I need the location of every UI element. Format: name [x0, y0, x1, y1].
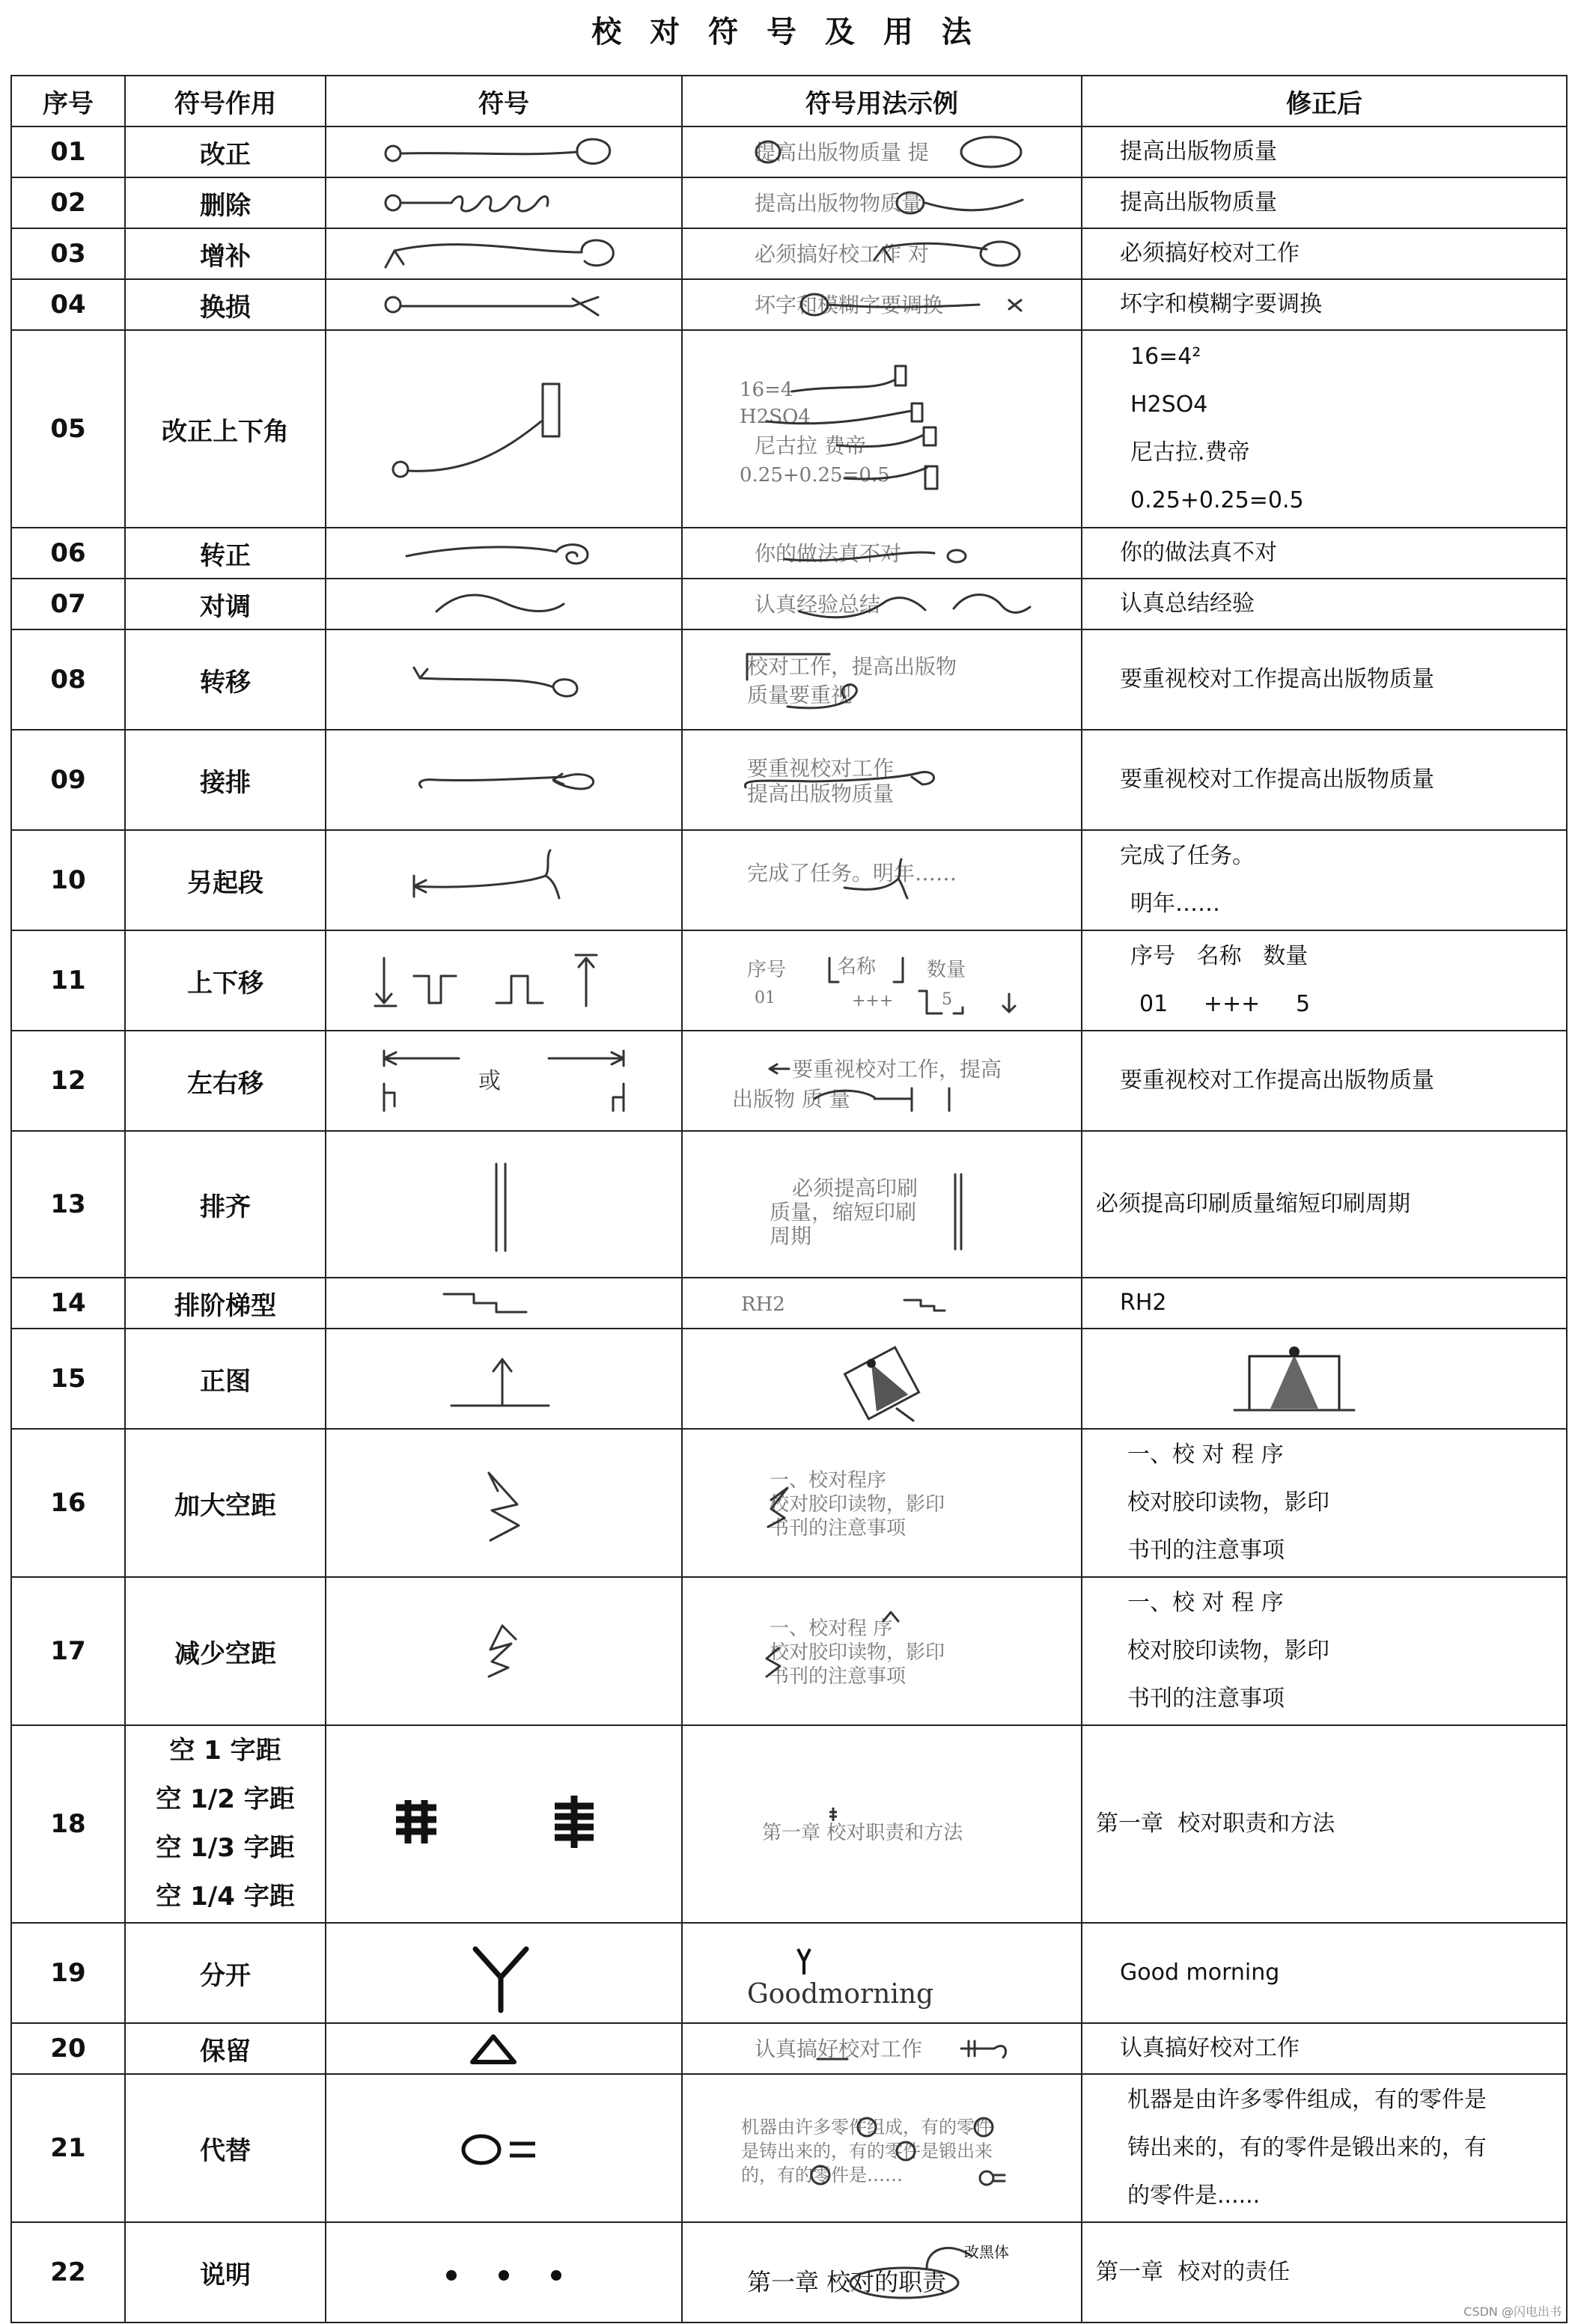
row-function: 对调 — [125, 579, 326, 629]
row-function: 代替 — [125, 2074, 326, 2222]
row-function: 转移 — [125, 629, 326, 730]
row-number: 15 — [11, 1329, 125, 1429]
result-line: 01 +++ 5 — [1139, 991, 1311, 1017]
example-line: 尼古拉 费帝 — [755, 433, 866, 458]
example-text: 坏字和模糊字要调换 — [755, 293, 944, 317]
result-line: 必须搞好校对工作 — [1120, 240, 1300, 266]
table-row — [11, 830, 1567, 930]
result-line: 校对胶印读物，影印 — [1127, 1638, 1329, 1664]
substitute-symbol — [326, 2074, 682, 2222]
example-line: 校对胶印读物，影印 — [770, 1493, 945, 1516]
example-line: 是铸出来的，有的零件是锻出来 — [741, 2141, 993, 2162]
table-row — [11, 2222, 1567, 2323]
tilted-figure-example — [725, 1334, 1039, 1424]
header-function: 符号作用 — [125, 76, 326, 126]
reduce-spacing-symbol — [326, 1577, 682, 1725]
replace-damaged-symbol — [326, 279, 682, 330]
result-line: 第一章 校对职责和方法 — [1096, 1811, 1335, 1837]
result-line: 要重视校对工作提高出版物质量 — [1120, 666, 1434, 692]
row-number: 14 — [11, 1278, 125, 1329]
example-line: 01 — [755, 989, 776, 1007]
table-row — [11, 1429, 1567, 1577]
stair-symbol — [326, 1278, 682, 1329]
row-function: 分开 — [125, 1923, 326, 2023]
row-function: 增补 — [125, 228, 326, 279]
row-function: 转正 — [125, 528, 326, 579]
move-symbol — [326, 629, 682, 730]
result-line: 书刊的注意事项 — [1127, 1537, 1285, 1564]
row-number: 05 — [11, 330, 125, 528]
result-line: 第一章 校对的责任 — [1096, 2259, 1291, 2285]
header-no: 序号 — [11, 76, 125, 126]
table-row — [11, 629, 1567, 730]
row-number: 07 — [11, 579, 125, 629]
row-function: 改正上下角 — [125, 330, 326, 528]
row-function: 改正 — [125, 126, 326, 177]
table-row — [11, 330, 1567, 528]
keep-symbol — [326, 2023, 682, 2074]
row-function: 加大空距 — [125, 1429, 326, 1577]
spacing-symbols — [326, 1725, 682, 1923]
result-line: 明年…… — [1130, 891, 1220, 917]
row-number: 13 — [11, 1131, 125, 1278]
table-row — [11, 730, 1567, 830]
delete-symbol — [326, 177, 682, 228]
row-number: 21 — [11, 2074, 125, 2222]
result-line: 提高出版物质量 — [1120, 138, 1277, 165]
example-line: 0.25+0.25=0.5 — [740, 464, 890, 487]
example-text: RH2 — [741, 1293, 785, 1316]
example-line: 书刊的注意事项 — [770, 1665, 907, 1688]
result-line: 坏字和模糊字要调换 — [1120, 291, 1322, 317]
row-number: 19 — [11, 1923, 125, 2023]
result-line: 序号 名称 数量 — [1130, 943, 1309, 969]
note-symbol — [326, 2222, 682, 2323]
row-function: 接排 — [125, 730, 326, 830]
proofreading-table — [10, 75, 1568, 2323]
result-line: 一、校 对 程 序 — [1127, 1590, 1284, 1616]
header-row — [11, 76, 1567, 126]
row-function: 排阶梯型 — [125, 1278, 326, 1329]
example-line: H2SO4 — [740, 406, 811, 428]
upright-figure-result — [1100, 1334, 1549, 1424]
result-line: 机器是由许多零件组成，有的零件是 — [1127, 2087, 1487, 2113]
align-symbol — [326, 1131, 682, 1278]
result-line: H2SO4 — [1130, 391, 1208, 418]
superscript-symbol — [326, 330, 682, 528]
table-row — [11, 177, 1567, 228]
insert-symbol — [326, 228, 682, 279]
result-line: 书刊的注意事项 — [1127, 1686, 1285, 1712]
example-line: 要重视校对工作，提高 — [792, 1057, 1002, 1082]
table-row — [11, 279, 1567, 330]
move-up-down-symbol — [326, 930, 682, 1031]
example-text: 必须搞好校工作 对 — [755, 242, 929, 266]
result-line: 你的做法真不对 — [1120, 540, 1277, 566]
move-left-right-symbol — [326, 1031, 682, 1131]
run-on-symbol — [326, 730, 682, 830]
table-row — [11, 126, 1567, 177]
example-line: 必须提高印刷 — [792, 1176, 918, 1201]
correct-symbol — [326, 126, 682, 177]
table-row — [11, 228, 1567, 279]
row-function: 空 1/4 字距 — [156, 1882, 295, 1912]
result-line: 0.25+0.25=0.5 — [1130, 487, 1304, 513]
table-row — [11, 1923, 1567, 2023]
example-text: 认真搞好校对工作 — [755, 2037, 923, 2061]
row-function: 正图 — [125, 1329, 326, 1429]
row-function: 左右移 — [125, 1031, 326, 1131]
result-line: 要重视校对工作提高出版物质量 — [1120, 766, 1434, 793]
row-number: 01 — [11, 126, 125, 177]
widen-spacing-symbol — [326, 1429, 682, 1577]
transpose-symbol — [326, 579, 682, 629]
header-example: 符号用法示例 — [682, 76, 1082, 126]
example-line: 校对胶印读物，影印 — [770, 1641, 945, 1664]
example-text: Goodmorning — [747, 1979, 934, 2010]
example-text: 你的做法真不对 — [755, 541, 902, 566]
result-line: 校对胶印读物，影印 — [1127, 1489, 1329, 1516]
row-number: 20 — [11, 2023, 125, 2074]
row-number: 03 — [11, 228, 125, 279]
result-line: 一、校 对 程 序 — [1127, 1442, 1284, 1468]
row-function: 说明 — [125, 2222, 326, 2323]
example-line: 书刊的注意事项 — [770, 1517, 907, 1540]
row-function: 上下移 — [125, 930, 326, 1031]
row-number: 10 — [11, 830, 125, 930]
result-line: 完成了任务。 — [1120, 843, 1255, 869]
result-line: 必须提高印刷质量缩短印刷周期 — [1096, 1191, 1410, 1217]
row-number: 08 — [11, 629, 125, 730]
or-label: 或 — [478, 1068, 501, 1094]
straighten-figure-symbol — [326, 1329, 682, 1429]
table-row — [11, 1031, 1567, 1131]
result-line: 提高出版物质量 — [1120, 189, 1277, 216]
example-text: 提高出版物质量 提 — [755, 140, 929, 165]
example-line: 提高出版物质量 — [747, 781, 895, 806]
table-row — [11, 1131, 1567, 1278]
rotate-symbol — [326, 528, 682, 579]
result-line: 尼古拉.费帝 — [1130, 439, 1250, 466]
example-line: 要重视校对工作 — [747, 756, 895, 781]
note-text: 改黑体 — [964, 2243, 1009, 2261]
result-line: 铸出来的，有的零件是锻出来的，有 — [1127, 2135, 1487, 2161]
result-line: 认真搞好校对工作 — [1120, 2035, 1300, 2061]
example-line: 质量，缩短印刷 — [770, 1200, 917, 1224]
example-text: 第一章 校对职责和方法 — [762, 1822, 963, 1844]
example-line: 校对工作，提高出版物 — [747, 654, 957, 679]
example-text: 完成了任务。明年…… — [747, 861, 957, 885]
example-line: 5 — [942, 990, 952, 1009]
row-number: 22 — [11, 2222, 125, 2323]
example-line: +++ — [852, 992, 894, 1010]
row-function: 删除 — [125, 177, 326, 228]
row-number: 17 — [11, 1577, 125, 1725]
example-line: 质量要重视 — [747, 683, 853, 707]
result-line: 的零件是...... — [1127, 2183, 1261, 2209]
example-text: 提高出版物物质量 — [755, 191, 923, 216]
table-row — [11, 1577, 1567, 1725]
example-line: 机器由许多零件组成，有的零件 — [741, 2117, 993, 2138]
credit: CSDN @闪电出书 — [1463, 2305, 1562, 2319]
table-row — [11, 579, 1567, 629]
example-line: 出版物 质 量 — [732, 1087, 850, 1111]
example-line: 一、校对程 序 — [770, 1617, 893, 1640]
row-function: 换损 — [125, 279, 326, 330]
result-line: RH2 — [1120, 1290, 1167, 1316]
result-line: 认真总结经验 — [1120, 591, 1255, 617]
result-line: 16=4² — [1130, 344, 1201, 370]
row-function: 减少空距 — [125, 1577, 326, 1725]
row-number: 11 — [11, 930, 125, 1031]
example-line: 周期 — [770, 1224, 812, 1248]
row-number: 12 — [11, 1031, 125, 1131]
row-number: 18 — [11, 1725, 125, 1923]
separate-symbol — [326, 1923, 682, 2023]
example-text: 认真经验总结 — [755, 592, 881, 617]
new-paragraph-symbol — [326, 830, 682, 930]
table-row — [11, 1278, 1567, 1329]
result-line: Good morning — [1120, 1959, 1280, 1986]
row-function: 保留 — [125, 2023, 326, 2074]
row-function: 空 1 字距 — [169, 1736, 281, 1766]
row-number: 06 — [11, 528, 125, 579]
table-row — [11, 528, 1567, 579]
table-row — [11, 1725, 1567, 1923]
example-line: 名称 — [837, 956, 877, 978]
table-row — [11, 2023, 1567, 2074]
example-line: 序号 — [747, 959, 787, 981]
header-symbol: 符号 — [326, 76, 682, 126]
example-line: 的，有的零件是…… — [741, 2165, 903, 2186]
row-function: 排齐 — [125, 1131, 326, 1278]
result-line: 要重视校对工作提高出版物质量 — [1120, 1067, 1434, 1094]
example-line: 数量 — [927, 959, 966, 981]
table-row — [11, 1329, 1567, 1429]
header-result: 修正后 — [1082, 76, 1567, 126]
row-number: 04 — [11, 279, 125, 330]
example-line: 一、校对程序 — [770, 1469, 887, 1492]
page-title: 校 对 符 号 及 用 法 — [591, 15, 981, 49]
table-row — [11, 2074, 1567, 2222]
example-text: 第一章 校对的职责 — [747, 2268, 947, 2296]
table-row — [11, 930, 1567, 1031]
row-function: 空 1/2 字距 — [156, 1784, 295, 1814]
row-function: 另起段 — [125, 830, 326, 930]
example-line: 16=4 — [740, 379, 793, 401]
row-number: 02 — [11, 177, 125, 228]
row-number: 09 — [11, 730, 125, 830]
row-function: 空 1/3 字距 — [156, 1833, 295, 1863]
row-number: 16 — [11, 1429, 125, 1577]
